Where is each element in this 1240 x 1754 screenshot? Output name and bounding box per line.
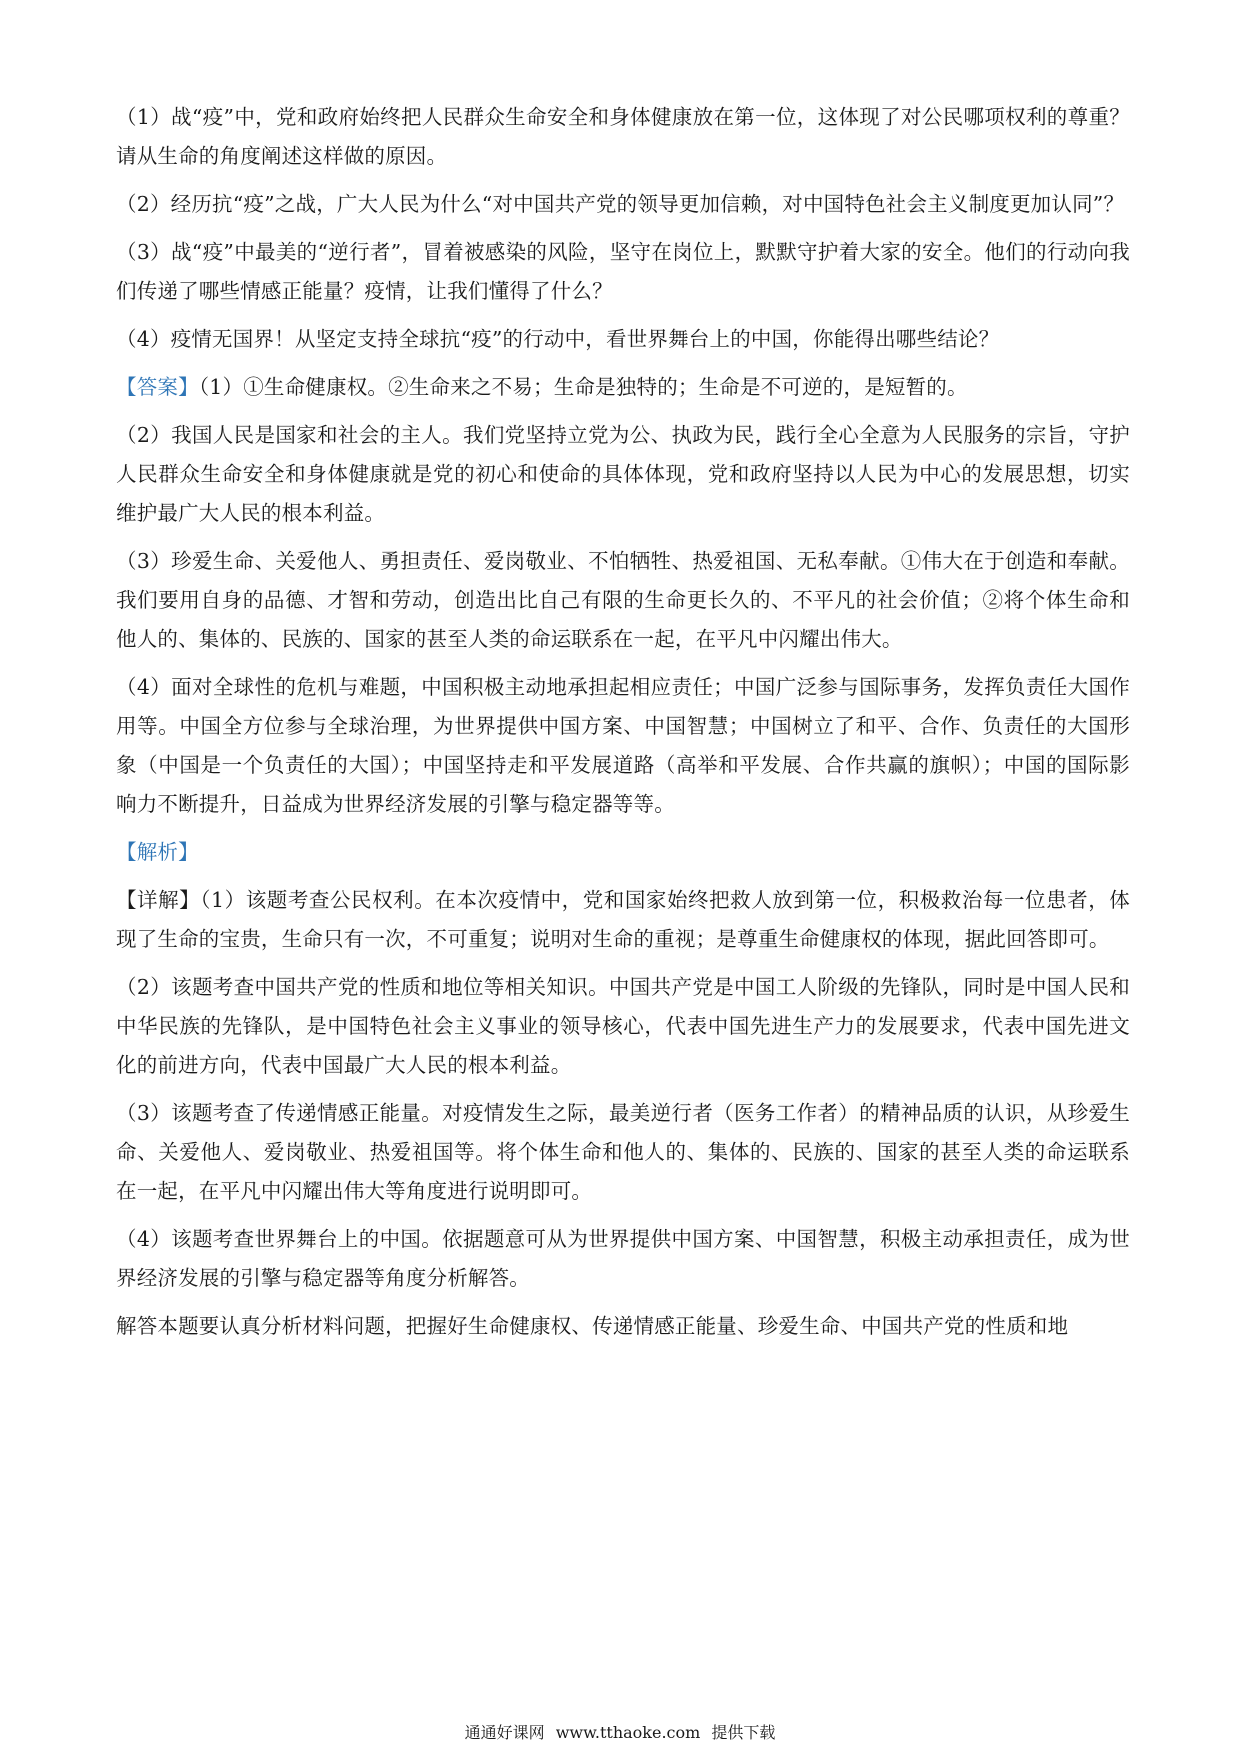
detail-tag: 【详解】 bbox=[116, 888, 201, 912]
question-4: （4）疫情无国界！从坚定支持全球抗“疫”的行动中，看世界舞台上的中国，你能得出哪些结论？ bbox=[116, 327, 1000, 351]
page-footer bbox=[0, 1722, 1240, 1744]
analysis-heading bbox=[116, 833, 1130, 872]
analysis-1-text: （1）该题考查公民权利。在本次疫情中，党和国家始终把救人放到第一位，积极救治每一位患者，体现了生命的宝贵，生命只有一次，不可重复；说明对生命的重视；是尊重生命健康权的体现，据此回答即可。 bbox=[116, 888, 1130, 951]
question-2: （2）经历抗“疫”之战，广大人民为什么“对中国共产党的领导更加信赖，对中国特色社会主义制度更加认同”？ bbox=[116, 192, 1125, 216]
analysis-4: （4）该题考查世界舞台上的中国。依据题意可从为世界提供中国方案、中国智慧，积极主动承担责任，成为世界经济发展的引擎与稳定器等角度分析解答。 bbox=[116, 1227, 1130, 1290]
footer-url[interactable]: www.tthaoke.com bbox=[555, 1723, 701, 1742]
footer-suffix: 提供下载 bbox=[711, 1723, 776, 1742]
analysis-1 bbox=[116, 881, 1130, 959]
answer-1 bbox=[116, 368, 1130, 407]
analysis-3: （3）该题考查了传递情感正能量。对疫情发生之际，最美逆行者（医务工作者）的精神品质的认识，从珍爱生命、关爱他人、爱岗敬业、热爱祖国等。将个体生命和他人的、集体的、民族的、国家的甚至人类的命运联系在一起，在平凡中闪耀出伟大等角度进行说明即可。 bbox=[116, 1101, 1130, 1203]
answer-2: （2）我国人民是国家和社会的主人。我们党坚持立党为公、执政为民，践行全心全意为人民服务的宗旨，守护人民群众生命安全和身体健康就是党的初心和使命的具体体现，党和政府坚持以人民为中心的发展思想，切实维护最广大人民的根本利益。 bbox=[116, 423, 1130, 525]
footer-site-name: 通通好课网 bbox=[464, 1723, 545, 1742]
answer-1-text: （1）①生命健康权。②生命来之不易；生命是独特的；生命是不可逆的，是短暂的。 bbox=[198, 375, 968, 399]
document-body bbox=[116, 98, 1130, 1355]
analysis-tag: 【解析】 bbox=[116, 840, 199, 864]
analysis-closing: 解答本题要认真分析材料问题，把握好生命健康权、传递情感正能量、珍爱生命、中国共产党的性质和地 bbox=[116, 1314, 1069, 1338]
answer-3: （3）珍爱生命、关爱他人、勇担责任、爱岗敬业、不怕牺牲、热爱祖国、无私奉献。①伟大在于创造和奉献。我们要用自身的品德、才智和劳动，创造出比自己有限的生命更长久的、不平凡的社会价值；②将个体生命和他人的、集体的、民族的、国家的甚至人类的命运联系在一起，在平凡中闪耀出伟大。 bbox=[116, 549, 1130, 651]
analysis-2: （2）该题考查中国共产党的性质和地位等相关知识。中国共产党是中国工人阶级的先锋队，同时是中国人民和中华民族的先锋队，是中国特色社会主义事业的领导核心，代表中国先进生产力的发展要求，代表中国先进文化的前进方向，代表中国最广大人民的根本利益。 bbox=[116, 975, 1130, 1077]
question-1: （1）战“疫”中，党和政府始终把人民群众生命安全和身体健康放在第一位，这体现了对公民哪项权利的尊重？请从生命的角度阐述这样做的原因。 bbox=[116, 105, 1130, 168]
question-3: （3）战“疫”中最美的“逆行者”，冒着被感染的风险，坚守在岗位上，默默守护着大家的安全。他们的行动向我们传递了哪些情感正能量？疫情，让我们懂得了什么？ bbox=[116, 240, 1130, 303]
answer-4: （4）面对全球性的危机与难题，中国积极主动地承担起相应责任；中国广泛参与国际事务，发挥负责任大国作用等。中国全方位参与全球治理，为世界提供中国方案、中国智慧；中国树立了和平、合作、负责任的大国形象（中国是一个负责任的大国）；中国坚持走和平发展道路（高举和平发展、合作共赢的旗帜）；中国的国际影响力不断提升，日益成为世界经济发展的引擎与稳定器等等。 bbox=[116, 675, 1130, 816]
answer-tag: 【答案】 bbox=[116, 375, 199, 399]
